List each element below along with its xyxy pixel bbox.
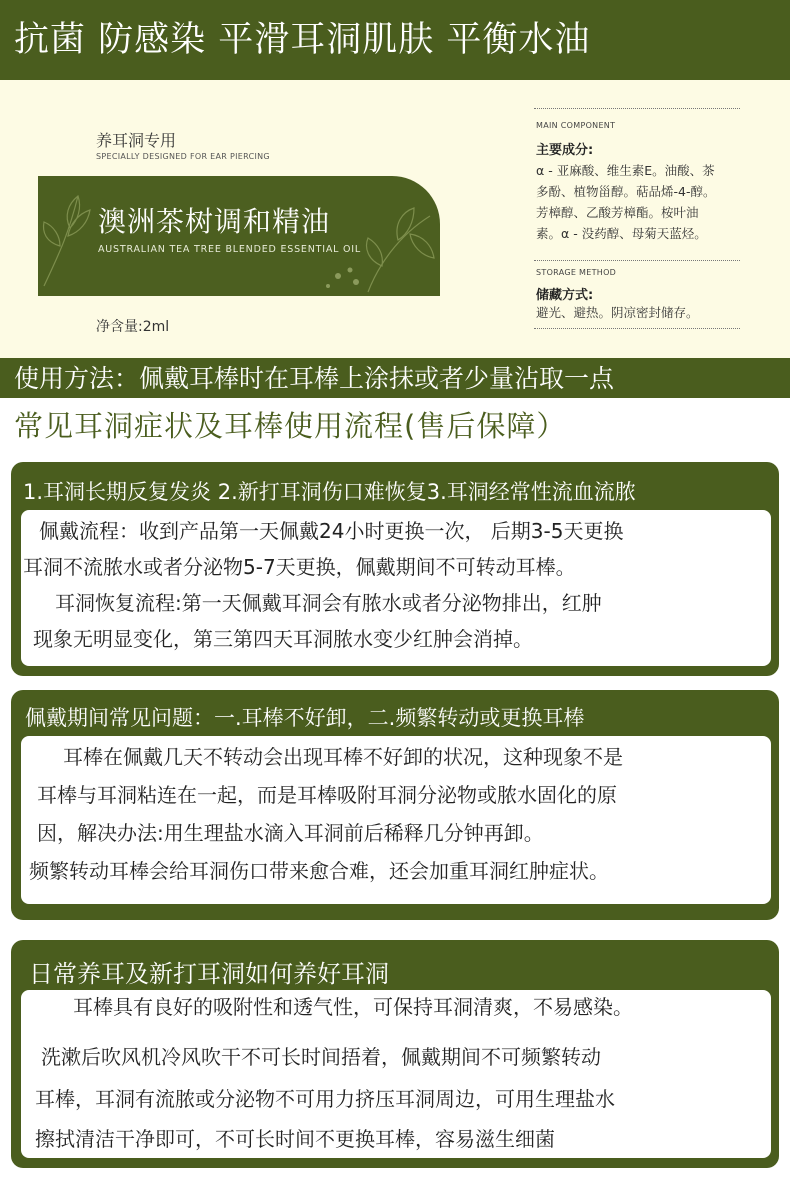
storage-heading: STORAGE METHOD xyxy=(536,268,617,277)
card-title: 佩戴期间常见问题：一.耳棒不好卸，二.频繁转动或更换耳棒 xyxy=(25,706,585,730)
card-body xyxy=(21,510,771,666)
paragraph-line: 耳洞恢复流程:第一天佩戴耳洞会有脓水或者分泌物排出，红肿 xyxy=(55,591,602,615)
symptoms-card xyxy=(11,462,779,676)
component-line: α - 亚麻酸、维生素E。油酸、茶 xyxy=(536,163,715,178)
paragraph-line: 洗漱后吹风机冷风吹干不可长时间捂着，佩戴期间不可频繁转动 xyxy=(41,1045,601,1069)
common-issues-card xyxy=(11,690,779,920)
component-line: 芳樟醇、乙酸芳樟酯。桉叶油 xyxy=(536,205,699,220)
product-name: 澳洲茶树调和精油 xyxy=(98,205,331,238)
section-heading: 常见耳洞症状及耳棒使用流程(售后保障） xyxy=(14,409,567,443)
usage-instruction-bar: 使用方法：佩戴耳棒时在耳棒上涂抹或者少量沾取一点 xyxy=(0,358,790,398)
main-component-text xyxy=(536,160,746,244)
component-line: 多酚、植物甾醇。萜品烯-4-醇。 xyxy=(536,184,716,199)
main-component-heading: MAIN COMPONENT xyxy=(536,121,616,130)
daily-care-card xyxy=(11,940,779,1168)
card-title: 1.耳洞长期反复发炎 2.新打耳洞伤口难恢复3.耳洞经常性流血流脓 xyxy=(23,480,636,504)
divider xyxy=(534,108,740,109)
component-line: 素。α - 没药醇、母菊天蓝烃。 xyxy=(536,226,707,241)
paragraph-line: 耳棒具有良好的吸附性和透气性，可保持耳洞清爽，不易感染。 xyxy=(73,995,633,1019)
divider xyxy=(534,260,740,261)
paragraph-line: 现象无明显变化，第三第四天耳洞脓水变少红肿会消掉。 xyxy=(33,627,533,651)
paragraph-line: 耳洞不流脓水或者分泌物5-7天更换，佩戴期间不可转动耳棒。 xyxy=(23,555,576,579)
paragraph-line: 耳棒与耳洞粘连在一起，而是耳棒吸附耳洞分泌物或脓水固化的原 xyxy=(37,783,617,807)
paragraph-line: 耳棒在佩戴几天不转动会出现耳棒不好卸的状况，这种现象不是 xyxy=(63,745,623,769)
top-banner: 抗菌 防感染 平滑耳洞肌肤 平衡水油 xyxy=(0,0,790,80)
paragraph-line: 耳棒，耳洞有流脓或分泌物不可用力挤压耳洞周边，可用生理盐水 xyxy=(35,1087,615,1111)
main-component-label: 主要成分: xyxy=(536,143,594,158)
paragraph-line: 频繁转动耳棒会给耳洞伤口带来愈合难，还会加重耳洞红肿症状。 xyxy=(29,859,609,883)
product-name-banner xyxy=(38,176,440,296)
product-name-en: AUSTRALIAN TEA TREE BLENDED ESSENTIAL OIL xyxy=(98,244,362,255)
card-body xyxy=(21,990,771,1158)
product-label-panel xyxy=(0,80,790,358)
care-subtitle: SPECIALLY DESIGNED FOR EAR PIERCING xyxy=(96,152,270,161)
paragraph-line: 因，解决办法:用生理盐水滴入耳洞前后稀释几分钟再卸。 xyxy=(37,821,544,845)
card-body xyxy=(21,736,771,904)
storage-label: 储藏方式: xyxy=(536,288,594,303)
paragraph-line: 擦拭清洁干净即可，不可长时间不更换耳棒，容易滋生细菌 xyxy=(35,1127,555,1151)
care-title: 养耳洞专用 xyxy=(96,131,177,150)
storage-text: 避光、避热。阴凉密封储存。 xyxy=(536,305,699,320)
divider xyxy=(534,328,740,329)
net-content: 净含量:2ml xyxy=(96,319,170,335)
card-title: 日常养耳及新打耳洞如何养好耳洞 xyxy=(29,960,389,988)
paragraph-line: 佩戴流程：收到产品第一天佩戴24小时更换一次， 后期3-5天更换 xyxy=(39,519,624,543)
